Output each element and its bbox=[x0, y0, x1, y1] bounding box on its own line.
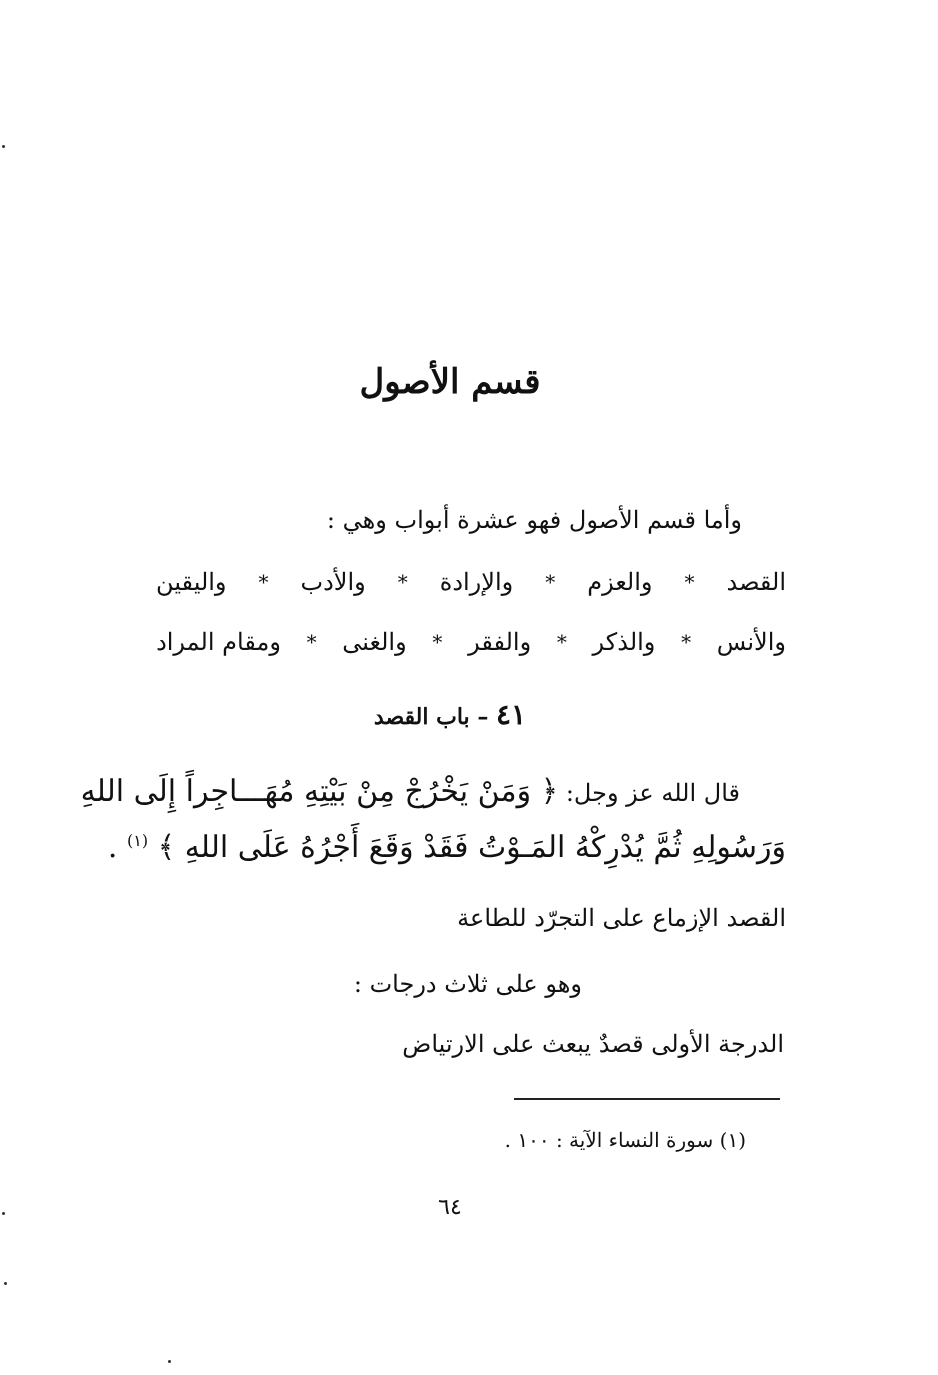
separator-star: * bbox=[432, 630, 443, 654]
body-line: القصد الإزماع على التجرّد للطاعة bbox=[457, 904, 786, 932]
verse-line-2 bbox=[108, 830, 786, 865]
separator-star: * bbox=[684, 570, 695, 594]
chapter-list-item: والإرادة bbox=[439, 568, 514, 596]
separator-star: * bbox=[397, 570, 408, 594]
separator-star: * bbox=[306, 630, 317, 654]
chapter-list-item: والفقر bbox=[468, 628, 532, 656]
chapter-list-row-1 bbox=[156, 568, 786, 596]
chapter-dash: – bbox=[477, 704, 489, 730]
quran-verse-text: وَرَسُولِهِ ثُمَّ يُدْرِكْهُ المَـوْتُ فَقَدْ وَقَعَ أَجْرُهُ عَلَى اللهِ ﴾ bbox=[157, 830, 786, 865]
body-line: الدرجة الأولى قصدٌ يبعث على الارتياض bbox=[402, 1030, 784, 1058]
body-line: وهو على ثلاث درجات : bbox=[353, 970, 582, 998]
separator-star: * bbox=[258, 570, 269, 594]
chapter-list-item: والعزم bbox=[587, 568, 653, 596]
separator-star: * bbox=[556, 630, 567, 654]
scan-speck bbox=[2, 1212, 5, 1215]
page-number: ٦٤ bbox=[438, 1195, 462, 1220]
scan-speck bbox=[4, 1282, 7, 1285]
verse-line-1 bbox=[81, 774, 740, 809]
chapter-list-item: والأدب bbox=[300, 568, 366, 596]
chapter-heading bbox=[0, 698, 900, 731]
chapter-list-item: والغنى bbox=[342, 628, 407, 656]
intro-paragraph: وأما قسم الأصول فهو عشرة أبواب وهي : bbox=[326, 506, 742, 534]
quran-verse-text: ﴿ وَمَنْ يَخْرُجْ مِنْ بَيْتِهِ مُهَـــاجِراً إِلَى اللهِ bbox=[80, 774, 559, 809]
footnote: (١) سورة النساء الآية : ١٠٠ . bbox=[504, 1128, 746, 1152]
chapter-list-item: ومقام المراد bbox=[156, 628, 281, 656]
chapter-list-item: والأنس bbox=[716, 628, 786, 656]
scan-speck bbox=[168, 1360, 171, 1363]
scan-speck bbox=[2, 145, 5, 148]
footnote-divider bbox=[514, 1098, 780, 1100]
separator-star: * bbox=[681, 630, 692, 654]
verse-lead: قال الله عز وجل: bbox=[565, 779, 740, 807]
chapter-list-row-2 bbox=[156, 628, 786, 656]
section-title: قسم الأصول bbox=[359, 362, 541, 402]
separator-star: * bbox=[545, 570, 556, 594]
chapter-list-item: والذكر bbox=[592, 628, 656, 656]
chapter-number: ٤١ bbox=[496, 698, 527, 731]
chapter-list-item: واليقين bbox=[156, 568, 227, 596]
chapter-list-item: القصد bbox=[726, 568, 786, 596]
verse-end: . bbox=[107, 830, 118, 865]
chapter-title: باب القصد bbox=[373, 704, 470, 730]
footnote-reference: (١) bbox=[126, 831, 149, 850]
